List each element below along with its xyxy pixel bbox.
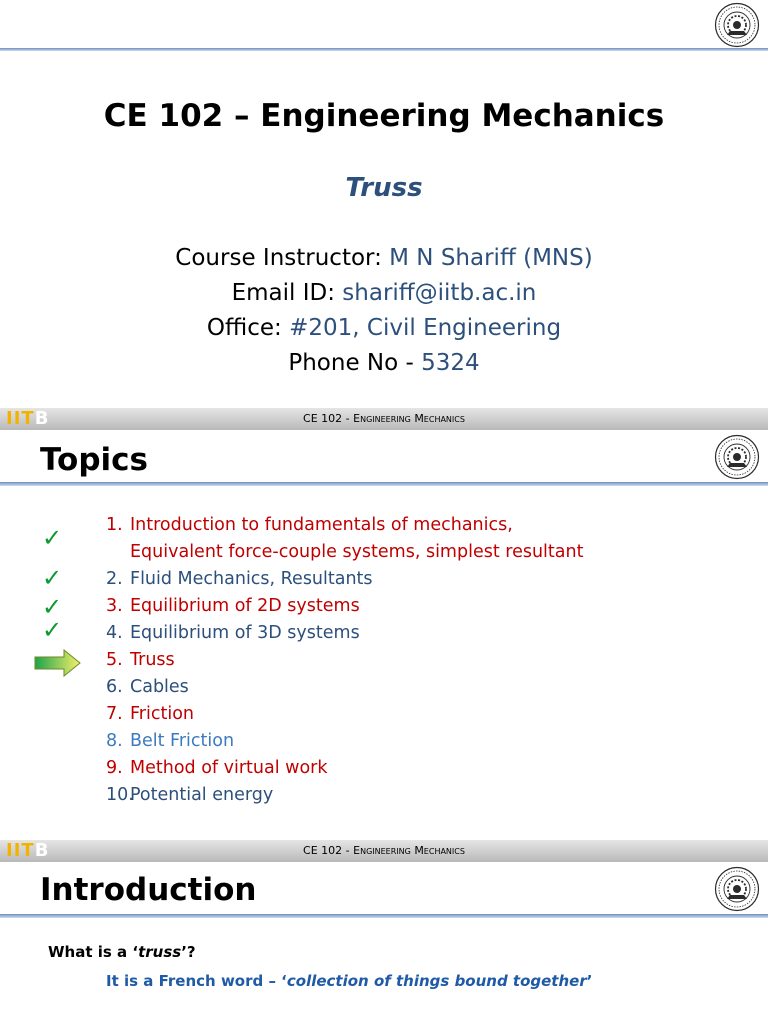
answer-text: It is a French word – ‘collection of things bound together’ [106, 972, 593, 990]
slide-heading: Topics [40, 442, 148, 478]
header-rule [0, 482, 768, 486]
phone-number: 5324 [421, 350, 480, 376]
phone-line [0, 350, 768, 376]
course-banner [0, 408, 768, 430]
email-label: Email ID: [231, 280, 343, 306]
topic-item: 6. Cables [106, 677, 189, 697]
topic-item-continuation: Equivalent force-couple systems, simplest resultant [130, 542, 584, 562]
topic-item: 2. Fluid Mechanics, Resultants [106, 569, 373, 589]
topic-item: 3. Equilibrium of 2D systems [106, 596, 360, 616]
iitb-wordmark: IITB [6, 840, 50, 861]
topic-item: 4. Equilibrium of 3D systems [106, 623, 360, 643]
question-text: What is a ‘truss’? [48, 943, 196, 961]
iitb-wordmark: IITB [6, 408, 50, 429]
iitb-seal-logo [714, 866, 760, 912]
check-mark-icon: ✓ [42, 564, 63, 592]
check-mark-icon: ✓ [42, 593, 63, 621]
instructor-label: Course Instructor: [175, 245, 390, 271]
course-title: CE 102 – Engineering Mechanics [103, 98, 665, 134]
topic-item: 8. Belt Friction [106, 731, 235, 751]
topics-slide [0, 408, 768, 840]
instructor-line [0, 245, 768, 271]
course-banner [0, 840, 768, 862]
topic-item: 9. Method of virtual work [106, 758, 328, 778]
header-rule [0, 914, 768, 918]
email-address[interactable]: shariff@iitb.ac.in [342, 280, 537, 306]
check-mark-icon: ✓ [42, 524, 63, 552]
office-label: Office: [206, 315, 290, 341]
office-location: #201, Civil Engineering [289, 315, 562, 341]
banner-course-name: CE 102 - Engineering Mechanics [303, 412, 465, 425]
topic-item-current: 5. Truss [106, 650, 175, 670]
phone-label: Phone No - [288, 350, 422, 376]
title-slide [0, 0, 768, 408]
introduction-slide [0, 840, 768, 1024]
iitb-seal-logo [714, 434, 760, 480]
topic-item: 1. Introduction to fundamentals of mechanics, [106, 515, 513, 535]
instructor-name: M N Shariff (MNS) [389, 245, 593, 271]
topic-item: 7. Friction [106, 704, 194, 724]
banner-course-name: CE 102 - Engineering Mechanics [303, 844, 465, 857]
slide-heading: Introduction [40, 872, 257, 908]
email-line [0, 280, 768, 306]
current-topic-arrow-icon [34, 649, 82, 677]
check-mark-icon: ✓ [42, 616, 63, 644]
lecture-topic: Truss [345, 173, 423, 203]
iitb-seal-logo [714, 2, 760, 48]
office-line [0, 315, 768, 341]
topic-item: 10.Potential energy [106, 785, 274, 805]
header-rule [0, 48, 768, 51]
